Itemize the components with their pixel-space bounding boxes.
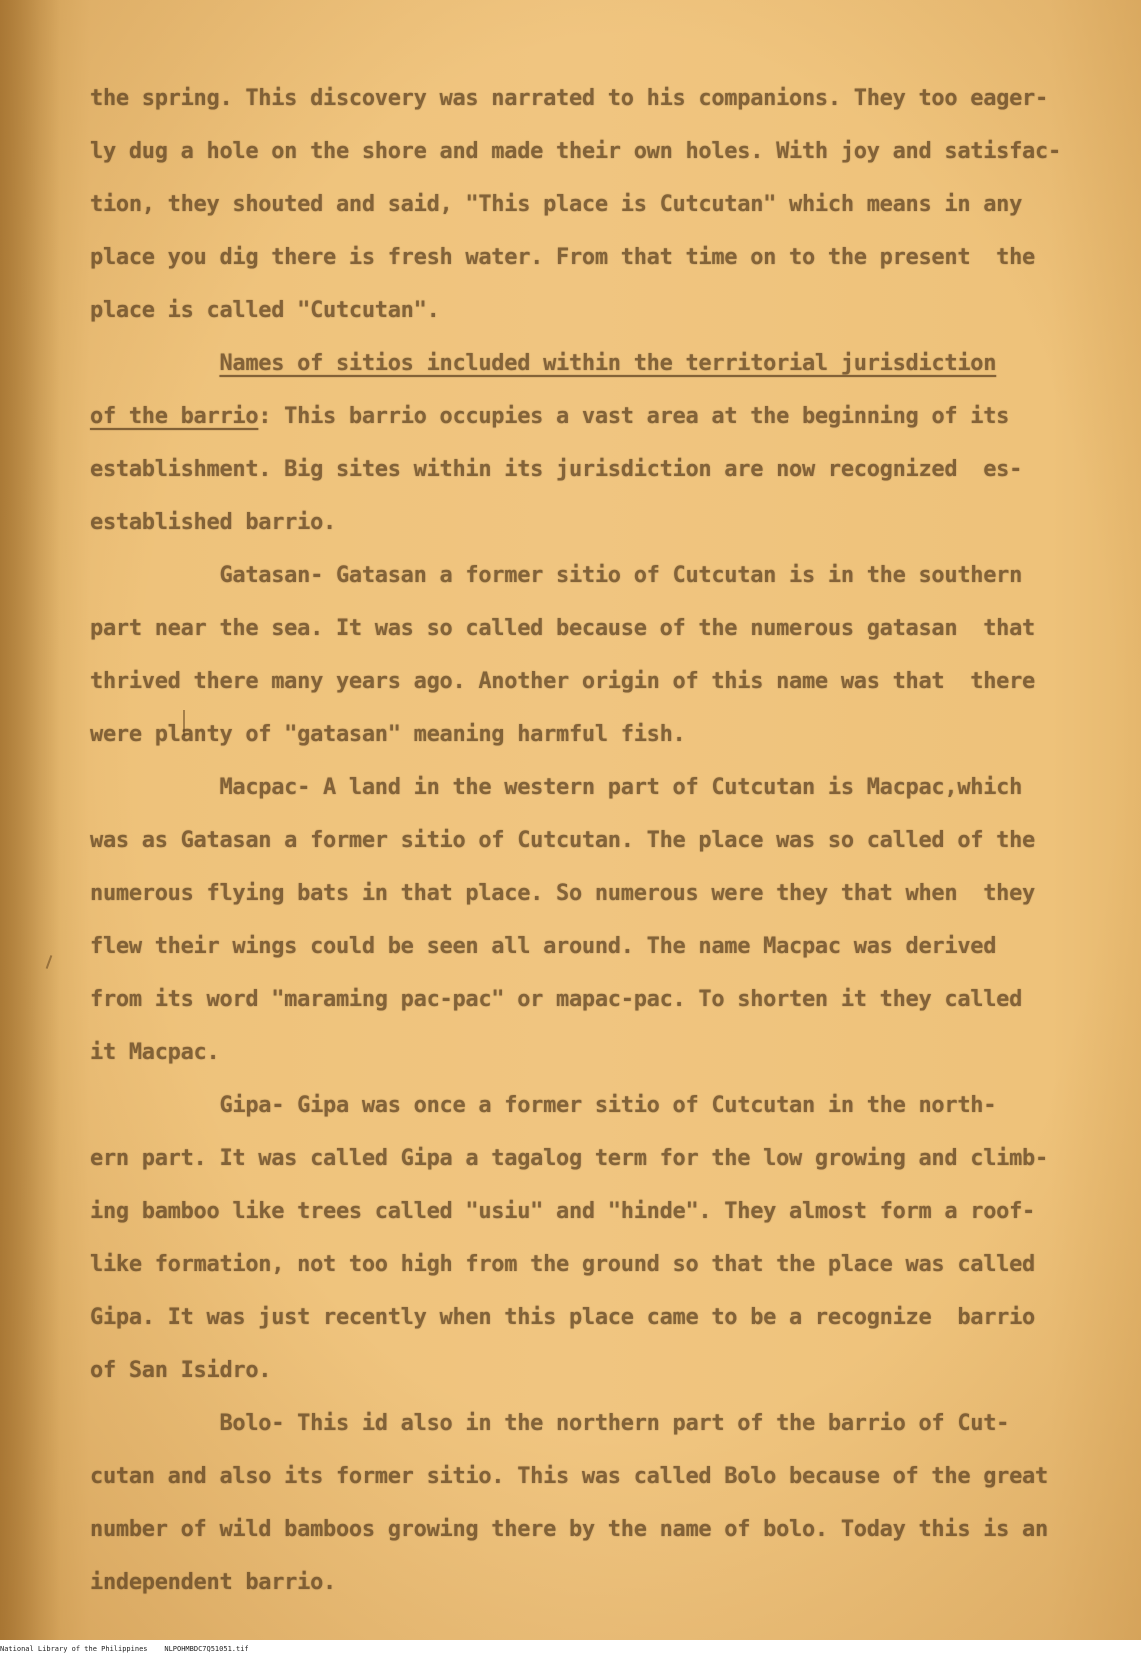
- typewritten-text: [90, 72, 1080, 1609]
- text-line: were planty of "gatasan" meaning harmful fish.: [90, 722, 686, 747]
- text-line: Gipa- Gipa was once a former sitio of Cutcutan in the north-: [90, 1093, 997, 1118]
- text-line: tion, they shouted and said, "This place is Cutcutan" which means in any: [90, 192, 1023, 217]
- section-heading: Names of sitios included within the territorial jurisdiction: [219, 351, 997, 376]
- section-heading-line: [90, 337, 1080, 390]
- text-line: like formation, not too high from the ground so that the place was called: [90, 1252, 1035, 1277]
- text-line: part near the sea. It was so called because of the numerous gatasan that: [90, 616, 1035, 641]
- scan-footer: National Library of the Philippines NLPOHMBDC7Q51051.tif: [0, 1640, 1141, 1658]
- text-line: from its word "maraming pac-pac" or mapac-pac. To shorten it they called: [90, 987, 1023, 1012]
- text-line: Gatasan- Gatasan a former sitio of Cutcutan is in the southern: [90, 563, 1023, 588]
- text-line: established barrio.: [90, 510, 336, 535]
- text-line: ern part. It was called Gipa a tagalog term for the low growing and climb-: [90, 1146, 1048, 1171]
- text-line: ing bamboo like trees called "usiu" and "hinde". They almost form a roof-: [90, 1199, 1035, 1224]
- text-line: Bolo- This id also in the northern part of the barrio of Cut-: [90, 1411, 1010, 1436]
- text-line: flew their wings could be seen all around. The name Macpac was derived: [90, 934, 997, 959]
- text-line: ly dug a hole on the shore and made their own holes. With joy and satisfac-: [90, 139, 1061, 164]
- text-line: was as Gatasan a former sitio of Cutcutan. The place was so called of the: [90, 828, 1035, 853]
- text-line: place is called "Cutcutan".: [90, 298, 440, 323]
- text-line: establishment. Big sites within its jurisdiction are now recognized es-: [90, 457, 1023, 482]
- text-line: of San Isidro.: [90, 1358, 272, 1383]
- text-fragment: : This barrio occupies a vast area at the beginning of its: [258, 404, 1010, 429]
- text-line: number of wild bamboos growing there by the name of bolo. Today this is an: [90, 1517, 1048, 1542]
- text-line: cutan and also its former sitio. This was called Bolo because of the great: [90, 1464, 1048, 1489]
- text-line: thrived there many years ago. Another origin of this name was that there: [90, 669, 1035, 694]
- text-line: place you dig there is fresh water. From that time on to the present the: [90, 245, 1035, 270]
- page-edge-shadow: [0, 0, 60, 1640]
- text-line: Macpac- A land in the western part of Cutcutan is Macpac,which: [90, 775, 1023, 800]
- text-line: independent barrio.: [90, 1570, 336, 1595]
- text-line: numerous flying bats in that place. So numerous were they that when they: [90, 881, 1035, 906]
- section-heading-continued: of the barrio: [90, 404, 259, 429]
- text-line: Gipa. It was just recently when this place came to be a recognize barrio: [90, 1305, 1035, 1330]
- text-line: it Macpac.: [90, 1040, 220, 1065]
- section-heading-line: [90, 390, 1080, 443]
- text-line: the spring. This discovery was narrated to his companions. They too eager-: [90, 86, 1048, 111]
